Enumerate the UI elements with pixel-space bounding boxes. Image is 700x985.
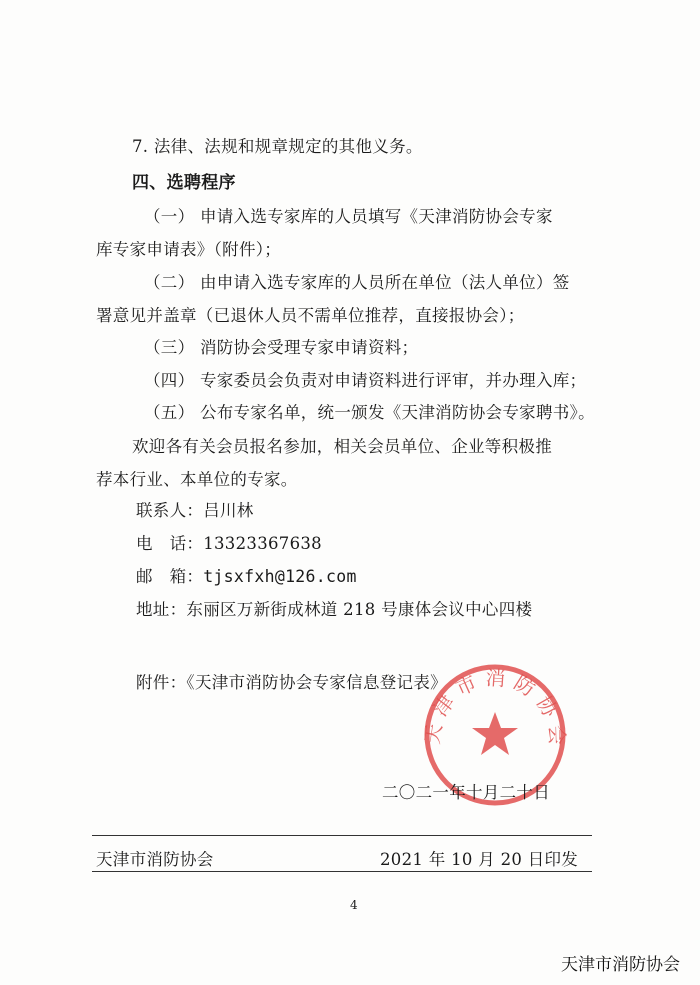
contact-address-label: 地址： <box>136 600 187 619</box>
footer-rule-top <box>92 835 592 836</box>
watermark-text: 天津市消防协会 <box>561 955 680 975</box>
doc-line-7: （三） 消防协会受理专家申请资料； <box>144 338 419 357</box>
doc-line-6: 署意见并盖章（已退休人员不需单位推荐，直接报协会）； <box>96 306 525 325</box>
attachment-line: 附件：《天津市消防协会专家信息登记表》 <box>136 673 447 692</box>
doc-line-5: （二） 由申请入选专家库的人员所在单位（法人单位）签 <box>144 273 570 292</box>
contact-person-label: 联系人： <box>136 501 204 520</box>
doc-line-8: （四） 专家委员会负责对申请资料进行评审，并办理入库； <box>144 371 587 390</box>
footer-org: 天津市消防协会 <box>96 850 214 869</box>
doc-line-9: （五） 公布专家名单，统一颁发《天津消防协会专家聘书》。 <box>144 403 595 422</box>
page-number: 4 <box>350 898 358 912</box>
seal-lettering: 天津市消防协会 <box>420 665 570 753</box>
contact-address: 东丽区万新街成林道 218 号康体会议中心四楼 <box>186 600 533 619</box>
doc-line-4: 库专家申请表》（附件）； <box>96 240 282 259</box>
doc-line-11: 荐本行业、本单位的专家。 <box>96 470 298 489</box>
contact-email: tjsxfxh@126.com <box>203 567 357 586</box>
contact-phone-label: 电 话： <box>136 534 204 553</box>
footer-rule-bottom <box>92 871 592 872</box>
contact-email-label: 邮 箱： <box>136 567 204 586</box>
signature-date: 二〇二一年十月二十日 <box>382 783 550 802</box>
section-heading: 四、选聘程序 <box>132 173 236 193</box>
doc-line-10: 欢迎各有关会员报名参加，相关会员单位、企业等积极推 <box>132 437 552 456</box>
doc-line-3: （一） 申请入选专家库的人员填写《天津消防协会专家 <box>144 207 553 226</box>
doc-line-1: 7. 法律、法规和规章规定的其他义务。 <box>132 137 423 156</box>
contact-person: 吕川林 <box>203 501 254 520</box>
contact-phone: 13323367638 <box>203 534 322 553</box>
footer-print-date: 2021 年 10 月 20 日印发 <box>380 850 579 869</box>
